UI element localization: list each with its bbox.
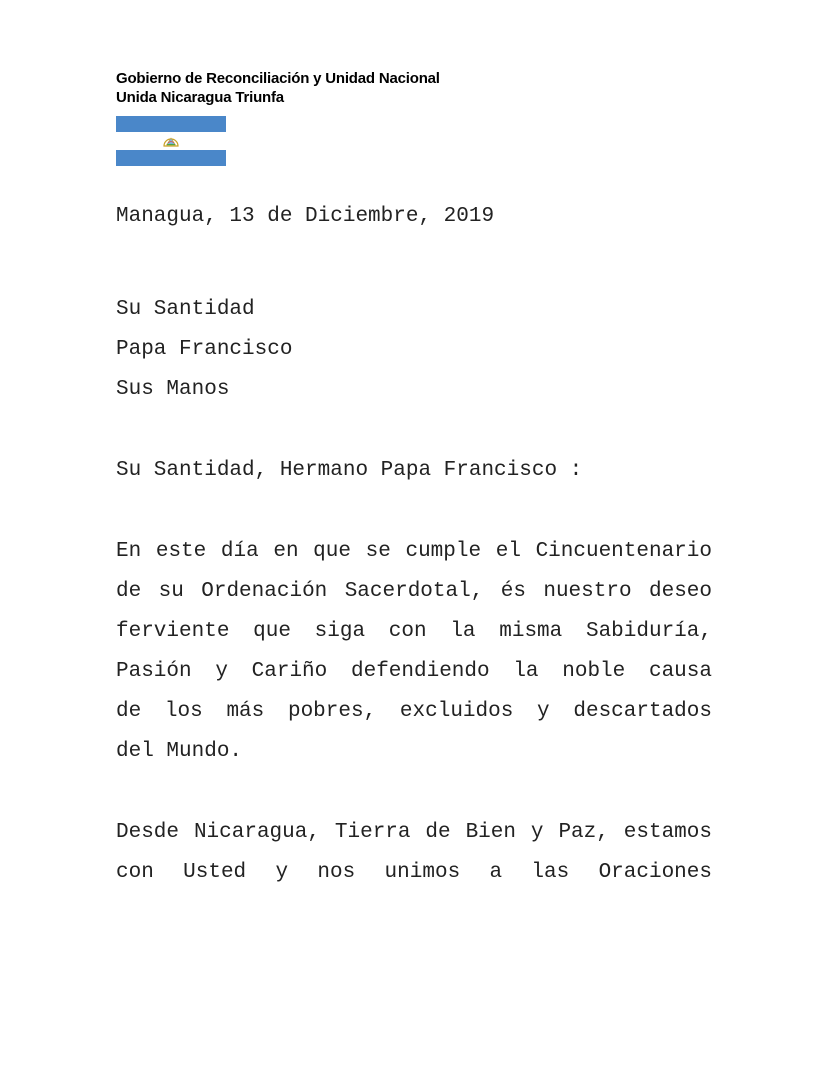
paragraph-line: de los más pobres, excluidos y descartados [116,700,712,723]
salutation: Su Santidad, Hermano Papa Francisco : [116,459,583,482]
recipient-line-3: Sus Manos [116,378,230,401]
paragraph-line: Pasión y Cariño defendiendo la noble causa [116,660,712,683]
coat-of-arms-icon [163,134,179,148]
letter-date: Managua, 13 de Diciembre, 2019 [116,205,495,228]
nicaragua-flag-icon [116,116,226,166]
paragraph-line: Desde Nicaragua, Tierra de Bien y Paz, estamos [116,821,712,844]
paragraph-line: del Mundo. [116,740,243,763]
paragraph-1 [116,532,712,772]
recipient-line-2: Papa Francisco [116,338,293,361]
flag-stripe-bottom [116,150,226,166]
letterhead [116,69,440,107]
flag-stripe-top [116,116,226,132]
paragraph-line: ferviente que siga con la misma Sabiduría, [116,620,712,643]
paragraph-line: En este día en que se cumple el Cincuentenario [116,540,712,563]
letterhead-government-name: Gobierno de Reconciliación y Unidad Nacional [116,70,440,87]
paragraph-2 [116,813,712,893]
paragraph-line: con Usted y nos unimos a las Oraciones [116,861,712,884]
paragraph-line: de su Ordenación Sacerdotal, és nuestro deseo [116,580,712,603]
letterhead-slogan: Unida Nicaragua Triunfa [116,89,284,106]
recipient-line-1: Su Santidad [116,298,255,321]
